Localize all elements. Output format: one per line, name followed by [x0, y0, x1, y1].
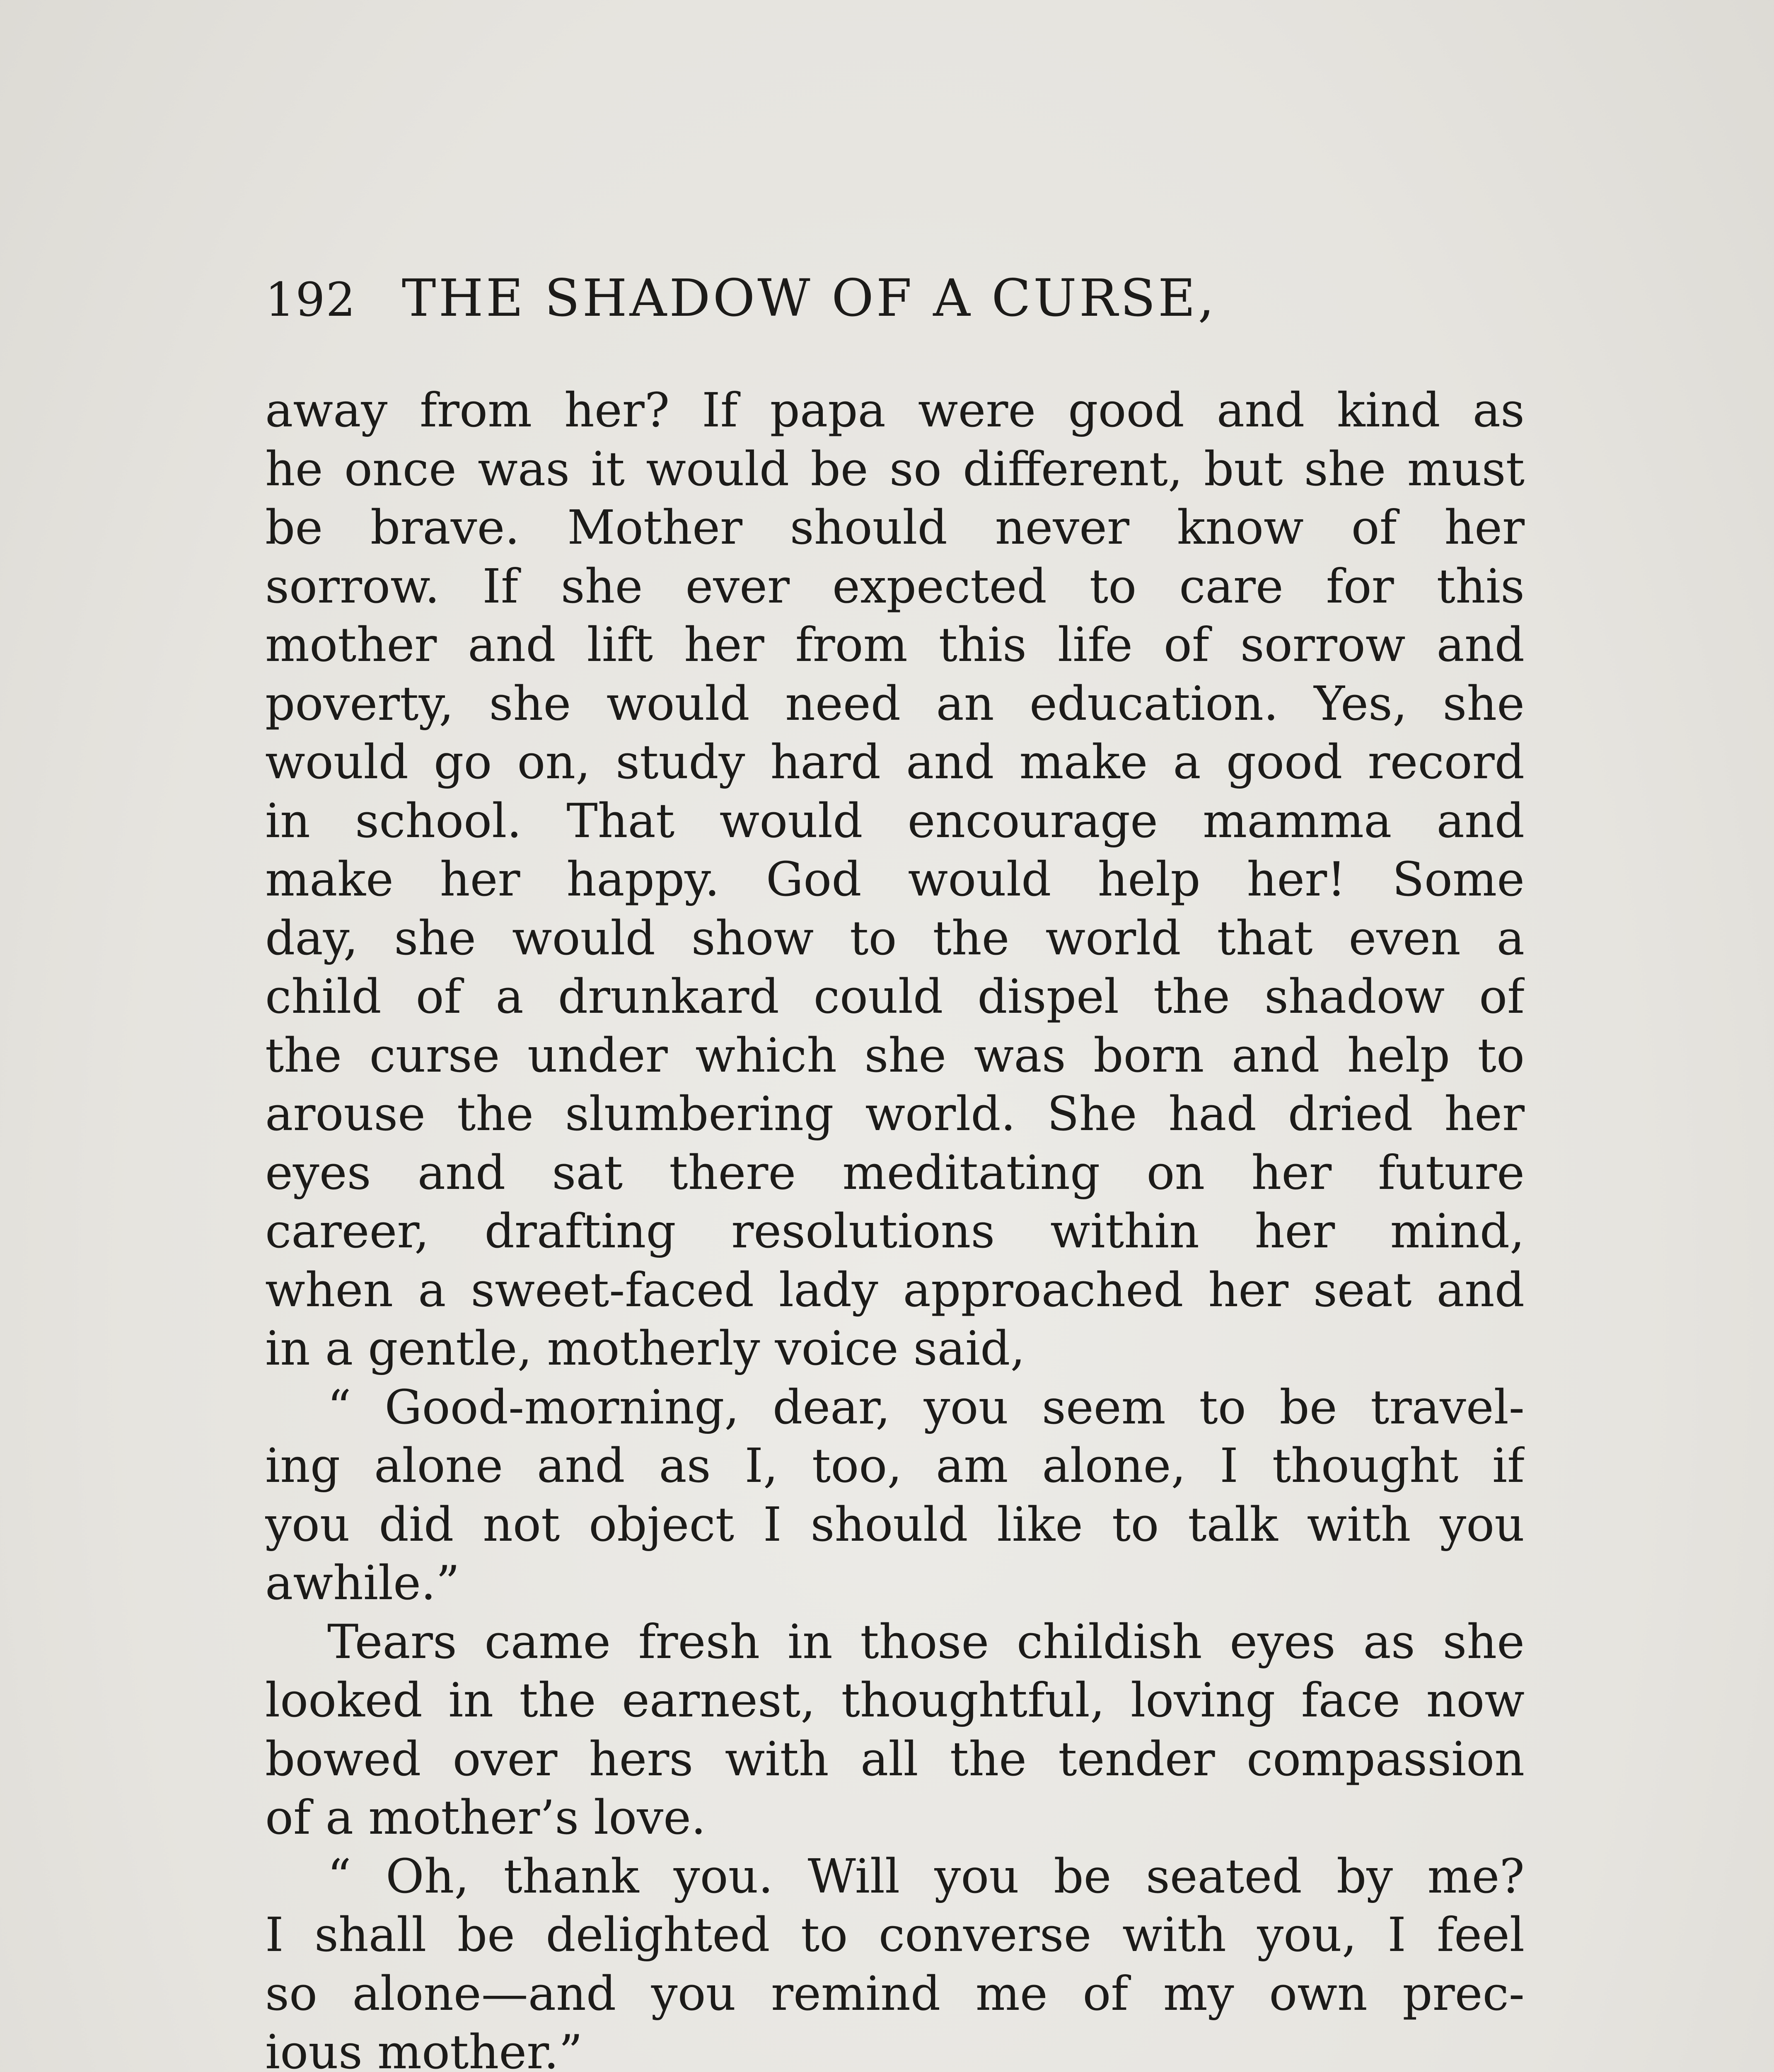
text-line: in school. That would encourage mamma and — [265, 793, 1525, 848]
text-line: so alone—and you remind me of my own prec- — [265, 1966, 1525, 2021]
text-line: day, she would show to the world that even a — [265, 910, 1525, 966]
text-line: in a gentle, motherly voice said, — [265, 1321, 1025, 1376]
text-line: ious mother.” — [265, 2025, 583, 2072]
text-line: make her happy. God would help her! Some — [265, 852, 1525, 907]
text-line: ing alone and as I, too, am alone, I thought if — [265, 1438, 1525, 1493]
running-head — [265, 261, 1508, 336]
text-line: when a sweet-faced lady approached her seat and — [265, 1262, 1525, 1317]
text-line: awhile.” — [265, 1556, 460, 1610]
text-line: arouse the slumbering world. She had dried her — [265, 1087, 1525, 1141]
text-line: I shall be delighted to converse with you, I feel — [265, 1907, 1525, 1962]
text-line: would go on, study hard and make a good record — [265, 735, 1525, 789]
text-line: looked in the earnest, thoughtful, loving face now — [265, 1673, 1525, 1728]
running-title: THE SHADOW OF A CURSE, — [401, 269, 1217, 328]
text-line: “ Oh, thank you. Will you be seated by me? — [327, 1849, 1525, 1904]
text-line: career, drafting resolutions within her mind, — [265, 1204, 1525, 1259]
text-line: poverty, she would need an education. Yes, she — [265, 676, 1525, 731]
text-line: sorrow. If she ever expected to care for this — [265, 559, 1525, 614]
text-line: bowed over hers with all the tender compassion — [265, 1731, 1525, 1786]
text-line: of a mother’s love. — [265, 1790, 706, 1845]
text-line: you did not object I should like to talk with you — [265, 1497, 1525, 1552]
text-line: eyes and sat there meditating on her future — [265, 1145, 1525, 1200]
text-line: Tears came fresh in those childish eyes as she — [327, 1614, 1525, 1669]
text-line: he once was it would be so different, but she must — [265, 441, 1525, 496]
text-line: away from her? If papa were good and kind as — [265, 383, 1525, 438]
text-line: “ Good-morning, dear, you seem to be travel- — [327, 1380, 1525, 1435]
text-line: mother and lift her from this life of sorrow and — [265, 617, 1525, 672]
page-number: 192 — [265, 273, 356, 327]
text-line: child of a drunkard could dispel the shadow of — [265, 969, 1525, 1024]
text-line: be brave. Mother should never know of her — [265, 500, 1525, 555]
body-text — [265, 381, 1525, 2072]
text-line: the curse under which she was born and help to — [265, 1028, 1525, 1083]
